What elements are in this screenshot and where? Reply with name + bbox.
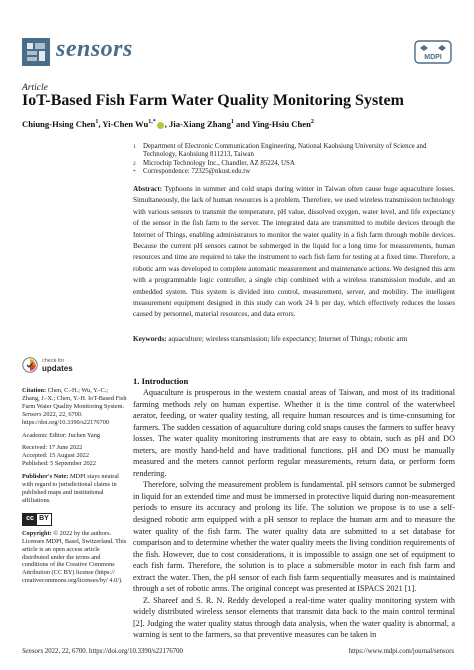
affiliation-text: Department of Electronic Communication Engineering, National Kaohsiung University of Science and Technology, Kaohsiung 811213, Taiwan <box>143 143 427 159</box>
author-list <box>22 119 314 129</box>
publisher-note <box>22 473 127 505</box>
author-separator: , <box>164 119 170 129</box>
author-affiliation: 2 <box>310 119 314 126</box>
article-title: IoT-Based Fish Farm Water Quality Monitoring System <box>22 92 404 109</box>
editor-name: Juchen Yang <box>68 431 101 439</box>
accepted-date: Accepted: 15 August 2022 <box>22 452 89 460</box>
cc-icon: cc <box>23 514 37 525</box>
check-for-updates-button[interactable] <box>22 357 127 373</box>
author-affiliation: 1,* <box>148 119 156 126</box>
updates-line-1: check for <box>42 358 65 364</box>
orcid-icon[interactable] <box>157 122 164 129</box>
affiliation-number: * <box>133 169 136 175</box>
publisher-note-label: Publisher's Note: <box>22 473 69 481</box>
check-updates-icon <box>22 357 38 373</box>
publisher-note-text: MDPI stays neutral with regard to jurisdictional claims in published maps and institutional affiliations. <box>22 473 119 504</box>
author-separator: , <box>98 119 103 129</box>
citation-block <box>22 387 127 427</box>
author-name[interactable]: Yi-Chen Wu <box>102 119 149 129</box>
footer-journal-url[interactable]: https://www.mdpi.com/journal/sensors <box>348 648 454 655</box>
citation-doi[interactable]: 2022, 22, 6700. https://doi.org/10.3390/s22176700 <box>22 410 109 426</box>
paragraph: Z. Shareef and S. R. N. Reddy developed a real-time water quality monitoring system with widely distributed wireless sensor elements that transmit data back to the main control terminal [2]. Judging the water quality status through data analysis, when the water quality is abnormal, a warning is sent to the farmers, so that preventive measures can be taken in <box>133 595 455 640</box>
footer-journal: Sensors <box>22 648 44 655</box>
updates-line-2: updates <box>42 364 73 373</box>
abstract <box>133 184 455 321</box>
journal-name: sensors <box>56 36 133 62</box>
affiliation-number: 1 <box>133 144 136 150</box>
sensors-logo-icon <box>22 38 50 66</box>
copyright-text: © 2022 by the authors. Licensee MDPI, Basel, Switzerland. This article is an open access article distributed under the terms and conditions of the Creative Commons Attribution (CC BY) license (https:// creativecommons.org/licenses/by/ 4.0/). <box>22 529 127 585</box>
keywords <box>133 334 455 344</box>
published-date: Published: 5 September 2022 <box>22 460 96 468</box>
paragraph: Therefore, solving the measurement problem is fundamental. pH sensors cannot be submerged in liquid for an extended time and must be immersed in protective liquid during non-measurement periods to ensure its accuracy and prolong its life. The solution we propose is to use a self-designed robotic arm equipped with a pH sensor to replace the human arm and to measure the water quality of the fish farm. The water quality data are submitted to a set database for comparison and to determine whether the water quality meets the living condition requirements of the fish. However, due to cost considerations, it is impossible to assign one set of equipment to each fish farm. Therefore, the solution is to place a submersible motor in each fish farm and extract the water. Then, the pH sensor of each fish farm sequentially measures and is maintained through a set of robotic arms. The original concept was presented at ISPACS 2021 [1]. <box>133 480 455 594</box>
abstract-text: Typhoons in summer and cold snaps during winter in Taiwan often cause huge aquaculture losses. Simultaneously, the lack of human resources is a problem. Therefore, we used wireless transmission technology with various sensors to transmit the temperature, pH value, dissolved oxygen, water level, and life expectancy of the sensor in the fish farm to the server. The integrated data are transmitted to mobile devices through the Internet of Things, enabling administrators to monitor the water quality in a fish farm through mobile devices. Because the current pH sensors cannot be submerged in the liquid for a long time for measurements, human resources and time are required to take the instrument to each fish farm for testing at a fixed time. Therefore, a robotic arm was developed to complete automatic measurement and maintenance actions. We designed this arm with a programmable logic controller, a single chip combined with a wireless transmission module, and an embedded system. This system is divided into control, measurement, server, and mobility. The intelligent measurement equipment designed in this study can work 24 h per day, which effectively reduces the losses caused by personnel, material resources, and data errors. <box>133 185 455 319</box>
article-type: Article <box>22 83 48 93</box>
keywords-text: aquaculture; wireless transmission; life expectancy; Internet of Things; robotic arm <box>168 335 408 343</box>
article-sidebar <box>22 357 127 590</box>
citation-journal: Sensors <box>22 410 42 418</box>
author-affiliation: 1 <box>230 119 234 126</box>
author-name[interactable]: Ying-Hsiu Chen <box>251 119 311 129</box>
citation-text: Chen, C.-H.; Wu, Y.-C.; Zhang, J.-X.; Chen, Y.-H. IoT-Based Fish Farm Water Quality Monitoring System. <box>22 387 127 410</box>
page-footer <box>22 648 454 655</box>
author-name[interactable]: Jia-Xiang Zhang <box>169 119 231 129</box>
author-affiliation: 1 <box>95 119 99 126</box>
cc-by-license-icon[interactable] <box>22 513 52 526</box>
received-date: Received: 17 June 2022 <box>22 444 83 452</box>
introduction-body <box>133 387 455 641</box>
copyright-block <box>22 530 127 585</box>
paragraph: Aquaculture is prosperous in the western coastal areas of Taiwan, and most of its traditional farming methods rely on human expertise. Whether it is the time control of the waterwheel aerator, feeding, or water quality testing, all require human resources and is time-consuming for farmers. The sudden cessation of aquaculture during cold snaps causes the farmers to suffer heavy losses. The water quality monitoring instruments that are easy to obtain, such as pH and DO meters, are mostly hand-held and have traditional functions. pH and DO must be manually measured and the meters cannot perform regular measurements, return data, or perform form rendering. <box>133 388 455 478</box>
journal-header <box>22 38 452 66</box>
svg-text:MDPI: MDPI <box>424 54 442 61</box>
author-name[interactable]: Chiung-Hsing Chen <box>22 119 96 129</box>
citation-label: Citation: <box>22 387 47 394</box>
affiliation-text: Microchip Technology Inc., Chandler, AZ 85224, USA <box>143 159 295 167</box>
abstract-label: Abstract: <box>133 185 163 193</box>
affiliation-number: 2 <box>133 160 136 167</box>
by-icon: BY <box>37 514 51 525</box>
footer-citation[interactable]: 2022, 22, 6700. https://doi.org/10.3390/s22176700 <box>44 648 183 655</box>
editor-block <box>22 432 127 440</box>
author-separator: and <box>233 119 252 129</box>
section-heading-introduction: 1. Introduction <box>133 376 189 386</box>
dates-block <box>22 444 127 468</box>
correspondence-email[interactable]: Correspondence: 72325@nkust.edu.tw <box>143 168 251 175</box>
mdpi-logo-icon <box>414 40 452 64</box>
copyright-label: Copyright: <box>22 529 52 537</box>
keywords-label: Keywords: <box>133 335 167 343</box>
editor-label: Academic Editor: <box>22 431 67 439</box>
